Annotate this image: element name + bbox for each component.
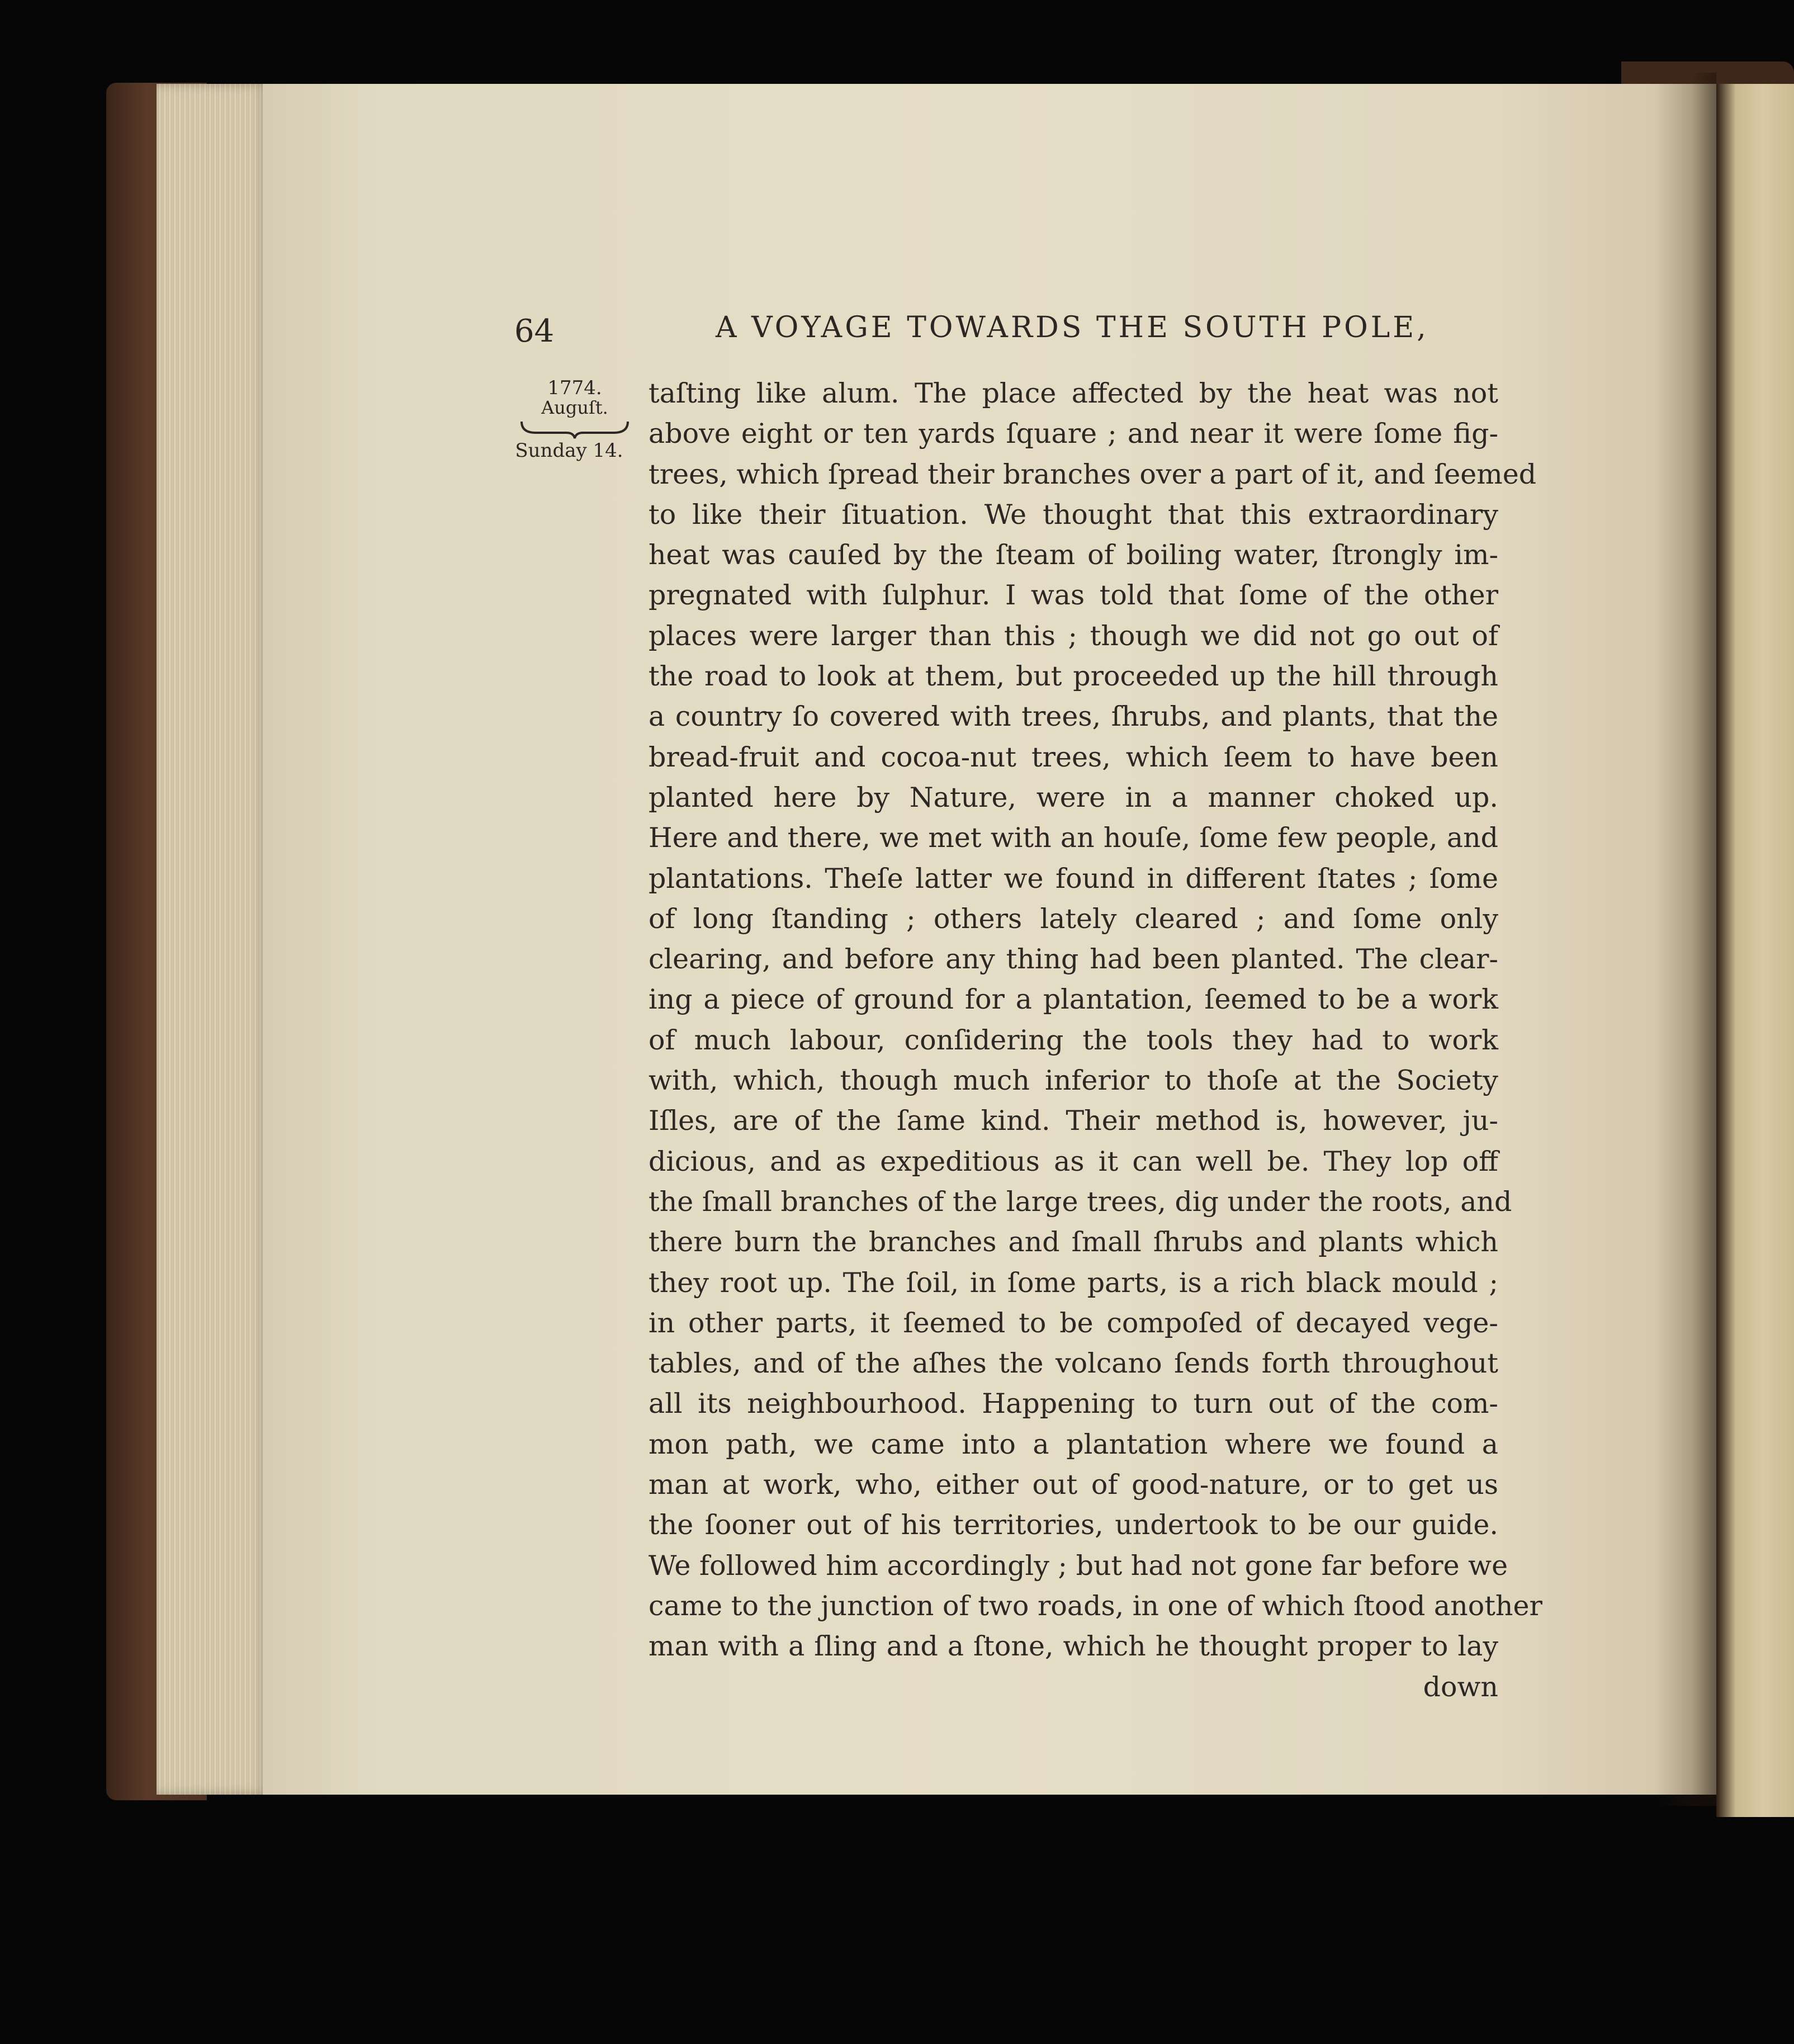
text-line: heat was cauſed by the ſteam of boiling water, ſtrongly im- <box>649 539 1498 571</box>
text-line: Here and there, we met with an houſe, ſome few people, and <box>649 822 1498 854</box>
text-line: there burn the branches and ſmall ſhrubs and plants which <box>649 1226 1498 1258</box>
body-text <box>649 373 1542 1707</box>
text-line: clearing, and before any thing had been planted. The clear- <box>649 943 1498 976</box>
text-line: they root up. The ſoil, in ſome parts, is a rich black mould ; <box>649 1266 1498 1299</box>
text-line: the ſooner out of his territories, undertook to be our guide. <box>649 1509 1498 1541</box>
text-line: planted here by Nature, were in a manner choked up. <box>649 781 1498 813</box>
text-line: of long ſtanding ; others lately cleared ; and ſome only <box>649 902 1498 935</box>
text-line: tables, and of the aſhes the volcano ſends forth throughout <box>649 1347 1498 1380</box>
text-line: came to the junction of two roads, in one of which ſtood another <box>649 1589 1542 1622</box>
text-line: bread-fruit and cocoa-nut trees, which ſeem to have been <box>649 741 1498 773</box>
text-line: pregnated with ſulphur. I was told that ſome of the other <box>649 579 1498 612</box>
text-line: mon path, we came into a plantation where we found a <box>649 1428 1498 1460</box>
text-line: with, which, though much inferior to thoſe at the Society <box>649 1064 1498 1097</box>
page-edges <box>157 84 268 1795</box>
text-line: to like their ſituation. We thought that this extraordinary <box>649 498 1498 531</box>
facing-page-edge <box>1716 84 1794 1817</box>
text-line: trees, which ſpread their branches over a part of it, and ſeemed <box>649 458 1537 490</box>
margin-note <box>515 377 631 462</box>
text-line: man with a ſling and a ſtone, which he thought proper to lay <box>649 1630 1498 1663</box>
text-line: plantations. Theſe latter we found in different ſtates ; ſome <box>649 862 1498 895</box>
catchword: down <box>1423 1671 1498 1703</box>
gutter-shadow <box>1655 73 1716 1806</box>
running-head: A VOYAGE TOWARDS THE SOUTH POLE, <box>716 311 1429 344</box>
text-line: in other parts, it ſeemed to be compoſed of decayed vege- <box>649 1307 1498 1339</box>
margin-day: Sunday 14. <box>515 439 623 462</box>
text-line: a country ſo covered with trees, ſhrubs, and plants, that the <box>649 701 1498 733</box>
text-line: the ſmall branches of the large trees, dig under the roots, and <box>649 1185 1512 1218</box>
text-line: places were larger than this ; though we did not go out of <box>649 619 1498 652</box>
text-line: man at work, who, either out of good-nature, or to get us <box>649 1469 1498 1501</box>
text-line: taſting like alum. The place affected by the heat was not <box>649 377 1498 409</box>
text-line: dicious, and as expeditious as it can well be. They lop off <box>649 1145 1498 1177</box>
text-line: of much labour, conſidering the tools they had to work <box>649 1024 1498 1056</box>
text-line: ing a piece of ground for a plantation, ſeemed to be a work <box>649 983 1498 1016</box>
margin-year: 1774. <box>547 377 602 399</box>
text-line: all its neighbourhood. Happening to turn out of the com- <box>649 1388 1498 1420</box>
brace-icon <box>519 417 631 439</box>
page-number: 64 <box>514 313 555 349</box>
margin-month: Auguſt. <box>541 397 608 418</box>
text-line: the road to look at them, but proceeded up the hill through <box>649 660 1498 693</box>
text-line: We followed him accordingly ; but had not gone far before we <box>649 1549 1508 1582</box>
text-line: above eight or ten yards ſquare ; and near it were ſome fig- <box>649 418 1498 450</box>
text-line: Iſles, are of the ſame kind. Their method is, however, ju- <box>649 1105 1498 1137</box>
